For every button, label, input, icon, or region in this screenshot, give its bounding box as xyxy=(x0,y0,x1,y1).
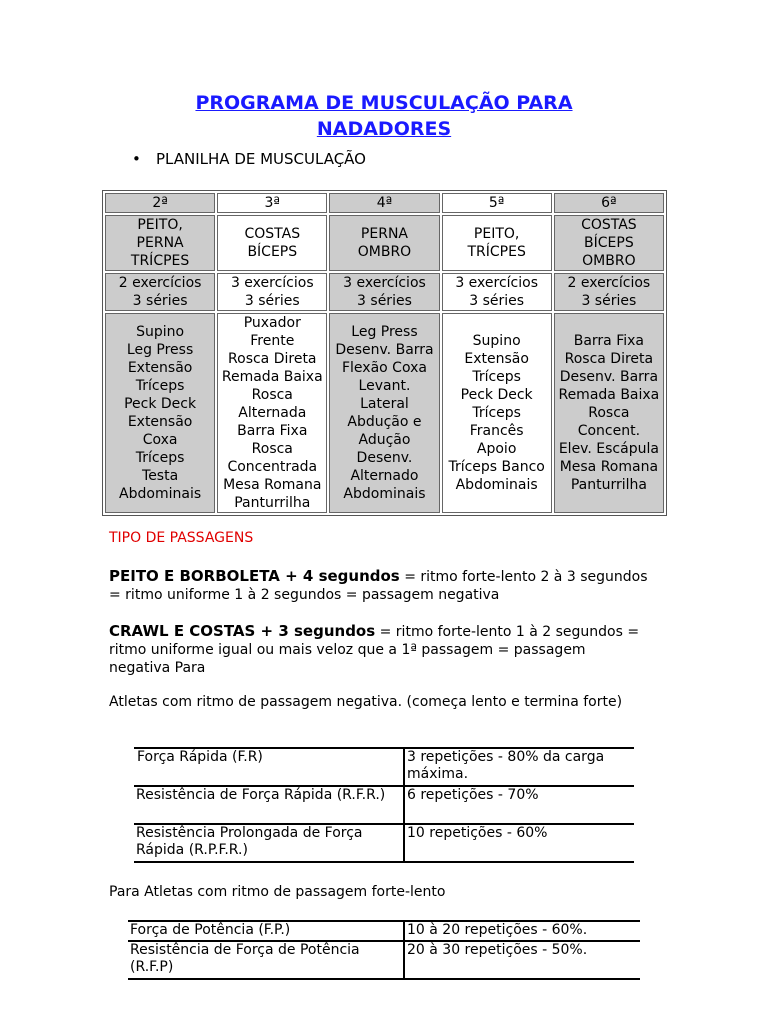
cell-line: Abdominais xyxy=(343,486,426,502)
cell-line: Concentrada xyxy=(227,459,318,475)
cell-line: 3 exercícios xyxy=(343,275,426,291)
paragraph-text: = ritmo forte-lento 2 à 3 segundos = ritmo uniforme 1 à 2 segundos = passagem negativa xyxy=(109,569,648,603)
cell-line: BÍCEPS xyxy=(247,244,298,260)
exercises-cell xyxy=(105,313,215,513)
cell-line: Elev. Escápula xyxy=(558,441,659,457)
cell-line: Apoio xyxy=(476,441,517,457)
page-title-line-2: NADADORES xyxy=(316,118,452,140)
muscle-group-cell xyxy=(217,215,327,271)
day-header: 5ª xyxy=(442,193,552,213)
table-cell: Força Rápida (F.R) xyxy=(134,748,404,786)
table-passagem-negativa xyxy=(134,747,634,863)
cell-line: Rosca Direta xyxy=(228,351,317,367)
cell-line: Rosca Direta xyxy=(564,351,654,367)
cell-line: Peck Deck xyxy=(124,396,197,412)
cell-line: Testa xyxy=(142,468,179,484)
paragraph-peito-borboleta xyxy=(109,567,649,604)
cell-line: Abdução e xyxy=(347,414,422,430)
cell-line: Rosca xyxy=(251,441,293,457)
cell-line: Peck Deck xyxy=(460,387,533,403)
muscle-group-cell xyxy=(554,215,664,271)
schedule-table xyxy=(102,190,667,516)
muscle-group-cell xyxy=(442,215,552,271)
cell-line: 3 exercícios xyxy=(455,275,538,291)
volume-cell xyxy=(554,273,664,311)
cell-line: Concent. xyxy=(577,423,641,439)
cell-line: PERNA xyxy=(360,226,408,242)
cell-line: Alternada xyxy=(238,405,307,421)
cell-line: Abdominais xyxy=(119,486,202,502)
table-forte-lento xyxy=(128,920,640,980)
cell-line: PEITO, xyxy=(473,226,520,242)
cell-line: 3 séries xyxy=(581,293,637,309)
cell-line: Extensão xyxy=(127,414,193,430)
exercises-cell xyxy=(217,313,327,513)
day-header-row xyxy=(105,193,664,213)
cell-line: Supino xyxy=(136,324,185,340)
cell-line: Tríceps xyxy=(472,405,521,421)
cell-line: PEITO, xyxy=(137,217,183,233)
cell-line: Extensão xyxy=(127,360,193,376)
volume-cell xyxy=(217,273,327,311)
cell-line: 2 exercícios xyxy=(118,275,202,291)
cell-line: Tríceps xyxy=(135,378,185,394)
cell-line: OMBRO xyxy=(582,253,636,269)
cell-line: TRÍCPES xyxy=(130,253,190,269)
cell-line: 3 séries xyxy=(244,293,300,309)
cell-line: OMBRO xyxy=(357,244,412,260)
cell-line: Remada Baixa xyxy=(221,369,323,385)
table-cell: 10 repetições - 60% xyxy=(404,824,634,862)
cell-line: Flexão Coxa xyxy=(341,360,427,376)
cell-line: 2 exercícios xyxy=(567,275,651,291)
muscle-group-cell xyxy=(105,215,215,271)
table-cell: 10 à 20 repetições - 60%. xyxy=(404,921,640,941)
cell-line: Extensão xyxy=(464,351,529,367)
table-row xyxy=(134,824,634,862)
cell-line: Tríceps xyxy=(472,369,521,385)
table-row xyxy=(134,786,634,824)
exercises-cell xyxy=(442,313,552,513)
cell-line: Remada Baixa xyxy=(558,387,660,403)
cell-line: Desenv. Barra xyxy=(559,369,659,385)
paragraph-atletas-negativa: Atletas com ritmo de passagem negativa. (começa lento e termina forte) xyxy=(109,694,623,710)
table-cell: 3 repetições - 80% da carga máxima. xyxy=(404,748,634,786)
cell-line: Barra Fixa xyxy=(573,333,645,349)
table-cell: Força de Potência (F.P.) xyxy=(128,921,404,941)
cell-line: Rosca xyxy=(251,387,293,403)
cell-line: COSTAS xyxy=(244,226,301,242)
muscle-group-row xyxy=(105,215,664,271)
cell-line: Leg Press xyxy=(351,324,418,340)
cell-line: Puxador xyxy=(243,315,301,331)
cell-line: Levant. xyxy=(358,378,411,394)
paragraph-bold: PEITO E BORBOLETA + 4 segundos xyxy=(109,567,400,585)
cell-line: Frente xyxy=(250,333,295,349)
day-header: 4ª xyxy=(329,193,439,213)
cell-line: Barra Fixa xyxy=(237,423,308,439)
table-cell: Resistência de Força Rápida (R.F.R.) xyxy=(134,786,404,824)
cell-line: TRÍCPES xyxy=(467,244,526,260)
paragraph-text: = ritmo forte-lento 1 à 2 segundos = ritmo uniforme igual ou mais veloz que a 1ª passagem = passagem negativa Para xyxy=(109,624,640,676)
day-header: 6ª xyxy=(554,193,664,213)
cell-line: 3 séries xyxy=(357,293,412,309)
exercises-row xyxy=(105,313,664,513)
table-row xyxy=(128,941,640,979)
volume-cell xyxy=(105,273,215,311)
day-header: 2ª xyxy=(105,193,215,213)
cell-line: Panturrilha xyxy=(570,477,647,493)
cell-line: 3 séries xyxy=(469,293,525,309)
exercises-cell xyxy=(329,313,439,513)
bullet-dot-icon: • xyxy=(132,150,141,168)
page-title xyxy=(0,90,768,142)
paragraph-atletas-forte-lento: Para Atletas com ritmo de passagem forte-lento xyxy=(109,884,446,900)
paragraph-crawl-costas xyxy=(109,622,649,677)
table-cell: 6 repetições - 70% xyxy=(404,786,634,824)
cell-line: Mesa Romana xyxy=(559,459,659,475)
table-row xyxy=(128,921,640,941)
section-heading-passagens: TIPO DE PASSAGENS xyxy=(109,530,254,546)
table-cell: Resistência Prolongada de Força Rápida (R.P.F.R.) xyxy=(134,824,404,862)
table-cell: Resistência de Força de Potência (R.F.P) xyxy=(128,941,404,979)
cell-line: Coxa xyxy=(142,432,178,448)
cell-line: 3 séries xyxy=(132,293,188,309)
exercises-cell xyxy=(554,313,664,513)
cell-line: Supino xyxy=(472,333,521,349)
volume-row xyxy=(105,273,664,311)
cell-line: PERNA xyxy=(136,235,184,251)
volume-cell xyxy=(329,273,439,311)
cell-line: COSTAS xyxy=(581,217,637,233)
table-row xyxy=(134,748,634,786)
muscle-group-cell xyxy=(329,215,439,271)
cell-line: Francês xyxy=(469,423,524,439)
paragraph-bold: CRAWL E COSTAS + 3 segundos xyxy=(109,622,376,640)
cell-line: Tríceps Banco xyxy=(448,459,545,475)
cell-line: Desenv. Barra xyxy=(335,342,434,358)
table-cell: 20 à 30 repetições - 50%. xyxy=(404,941,640,979)
day-header: 3ª xyxy=(217,193,327,213)
cell-line: Mesa Romana xyxy=(223,477,322,493)
cell-line: 3 exercícios xyxy=(230,275,314,291)
cell-line: Panturrilha xyxy=(234,495,311,511)
section-subtitle: PLANILHA DE MUSCULAÇÃO xyxy=(156,150,366,168)
cell-line: Abdominais xyxy=(455,477,538,493)
cell-line: Lateral xyxy=(360,396,409,412)
cell-line: Desenv. xyxy=(356,450,413,466)
cell-line: Tríceps xyxy=(135,450,185,466)
cell-line: Adução xyxy=(358,432,411,448)
page-title-line-1: PROGRAMA DE MUSCULAÇÃO PARA xyxy=(195,92,573,114)
cell-line: Alternado xyxy=(350,468,419,484)
cell-line: Rosca xyxy=(588,405,630,421)
cell-line: Leg Press xyxy=(126,342,194,358)
cell-line: BÍCEPS xyxy=(584,235,634,251)
volume-cell xyxy=(442,273,552,311)
